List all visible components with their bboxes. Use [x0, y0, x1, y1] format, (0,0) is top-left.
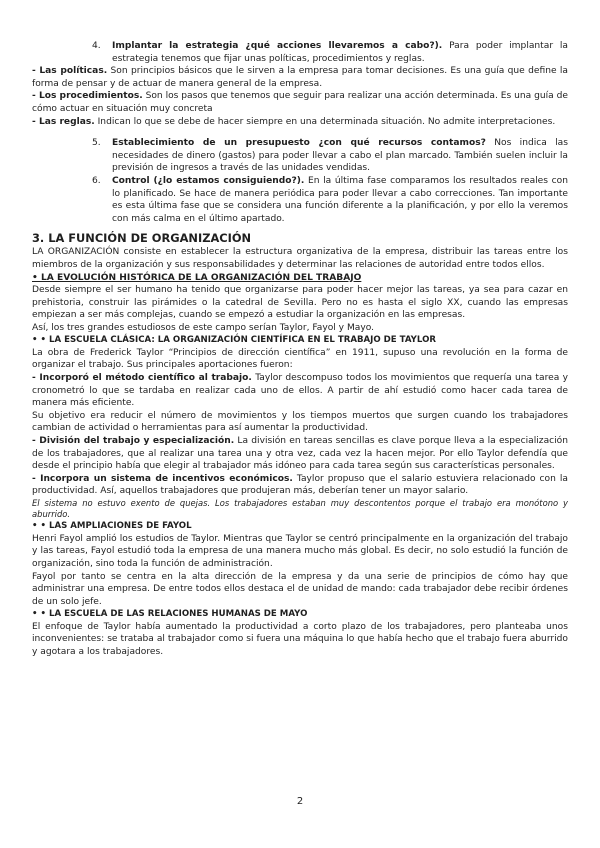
- item-title: Establecimiento de un presupuesto ¿con qué recursos contamos?: [112, 138, 486, 149]
- numbered-item-6: [92, 175, 568, 225]
- definition-text: Son los pasos que tenemos que seguir para realizar una acción determinada. Es una guía de cómo actuar en situación muy concreta: [32, 91, 568, 114]
- numbered-item-5: [92, 137, 568, 175]
- item-body: En la última fase comparamos los resultados reales con lo planificado. Se hace de manera periódica para poder llevar a cabo correcciones. Tan importante es esta última fase que se considera una función diferente a la planificación, y por ello la veremos con más calma en el último apartado.: [112, 175, 568, 224]
- definition-term: - Las políticas.: [32, 66, 108, 77]
- item-title: Implantar la estrategia ¿qué acciones llevaremos a cabo?).: [112, 41, 443, 51]
- bullet-text: Taylor descompuso todos los movimientos que requería una tarea y cronometró lo que se tardaba en realizar cada uno de ellos. A partir de ahí estudió como hacer cada tarea de manera más eficiente.: [32, 373, 568, 409]
- paragraph: Fayol por tanto se centra en la alta dirección de la empresa y da una serie de principios de cómo hay que administrar una empresa. De entre todos ellos destaca el de unidad de mando: cada trabajador debe recibir órdenes de un solo jefe.: [32, 571, 568, 607]
- item-title: Control (¿lo estamos consiguiendo?).: [112, 175, 305, 186]
- italic-note: El sistema no estuvo exento de quejas. Los trabajadores estaban muy descontentos porque el trabajo era monótono y aburrido.: [32, 498, 568, 520]
- definition-procedures: [32, 90, 568, 115]
- definition-term: - Las reglas.: [32, 116, 95, 127]
- item-text: [112, 175, 568, 225]
- bullet-scientific-method: [32, 372, 568, 410]
- section-intro: LA ORGANIZACIÓN consiste en establecer la estructura organizativa de la empresa, distribuir las tareas entre los miembros de la organización y sus responsabilidades y determinar las relaciones de autoridad entre todos ellos.: [32, 247, 568, 270]
- bullet-text: Taylor propuso que el salario estuviera relacionado con la productividad. Así, aquellos trabajadores que produjeran más, deberían tener un mayor salario.: [32, 473, 569, 497]
- item-number: 5.: [92, 138, 101, 149]
- definition-term: - Los procedimientos.: [32, 91, 143, 102]
- subheading-mayo: • • LA ESCUELA DE LAS RELACIONES HUMANAS DE MAYO: [32, 609, 308, 620]
- page-number: 2: [296, 796, 304, 807]
- item-body: Para poder implantar la estrategia tenemos que fijar unas políticas, procedimientos y reglas.: [112, 41, 568, 64]
- paragraph: Henri Fayol amplió los estudios de Taylor. Mientras que Taylor se centró principalmente en la organización del trabajo y las tareas, Fayol estudió toda la empresa de una manera mucho más global. Es decir, no solo estudió la función de organización, sino toda la función de administración.: [32, 533, 568, 569]
- item-text: [112, 40, 568, 65]
- section-heading: 3. LA FUNCIÓN DE ORGANIZACIÓN: [32, 231, 252, 246]
- bullet-term: - Incorporó el método científico al trabajo.: [32, 373, 252, 384]
- definition-text: Indican lo que se debe de hacer siempre en una determinada situación. No admite interpretaciones.: [94, 116, 556, 127]
- paragraph: Su objetivo era reducir el número de movimientos y los tiempos muertos que surgen cuando los trabajadores cambian de actividad o herramientas para así aumentar la productividad.: [32, 410, 568, 434]
- paragraph: Desde siempre el ser humano ha tenido que organizarse para poder hacer mejor las tareas, ya sea para cazar en prehistoria, construir las pirámides o la catedral de Sevilla. Pero no es hasta el siglo XX, cuando las empresas empiezan a ser más complejas, cuando se empezó a estudiar la organización en las empresas.: [32, 285, 568, 321]
- paragraph: Así, los tres grandes estudiosos de este campo serían Taylor, Fayol y Mayo.: [32, 322, 375, 333]
- paragraph: La obra de Frederick Taylor “Principios de dirección científica” en 1911, supuso una revolución en la forma de organizar el trabajo. Sus principales aportaciones fueron:: [32, 347, 568, 371]
- bullet-incentives: [32, 473, 568, 498]
- bullet-term: - Incorpora un sistema de incentivos económicos.: [32, 473, 293, 484]
- subheading-taylor: • • LA ESCUELA CLÁSICA: LA ORGANIZACIÓN CIENTÍFICA EN EL TRABAJO DE TAYLOR: [32, 335, 436, 346]
- item-number: 4.: [92, 41, 101, 51]
- definition-policies: [32, 65, 568, 90]
- item-text: [112, 137, 568, 175]
- subsection-heading: • LA EVOLUCIÓN HISTÓRICA DE LA ORGANIZACIÓN DEL TRABAJO: [32, 272, 362, 283]
- bullet-division-of-labor: [32, 435, 568, 473]
- definition-text: Son principios básicos que le sirven a la empresa para tomar decisiones. Es una guía que define la forma de pensar y de actuar de manera general de la empresa.: [32, 66, 568, 89]
- subheading-fayol: • • LAS AMPLIACIONES DE FAYOL: [32, 521, 192, 532]
- paragraph: El enfoque de Taylor había aumentado la productividad a corto plazo de los trabajadores, pero planteaba unos inconvenientes: se trataba al trabajador como si fuera una máquina lo que había hecho que el trabajo fuera aburrido y agotara a los trabajadores.: [32, 621, 568, 657]
- bullet-term: - División del trabajo y especialización.: [32, 436, 235, 447]
- definition-rules: [32, 116, 568, 129]
- bullet-text: La división en tareas sencillas es clave porque lleva a la especialización de los trabajadores, que al realizar una tarea una y otra vez, cada vez la hacen mejor. Por ello Taylor defendía que desde el principio había que elegir al trabajador más idóneo para cada tarea según sus características personales.: [32, 436, 568, 472]
- numbered-item-4: [92, 40, 568, 65]
- item-number: 6.: [92, 175, 101, 186]
- item-body: Nos indica las necesidades de dinero (gastos) para poder llevar a cabo el plan marcado. También suelen incluir la previsión de ingresos a través de las unidades vendidas.: [112, 138, 568, 174]
